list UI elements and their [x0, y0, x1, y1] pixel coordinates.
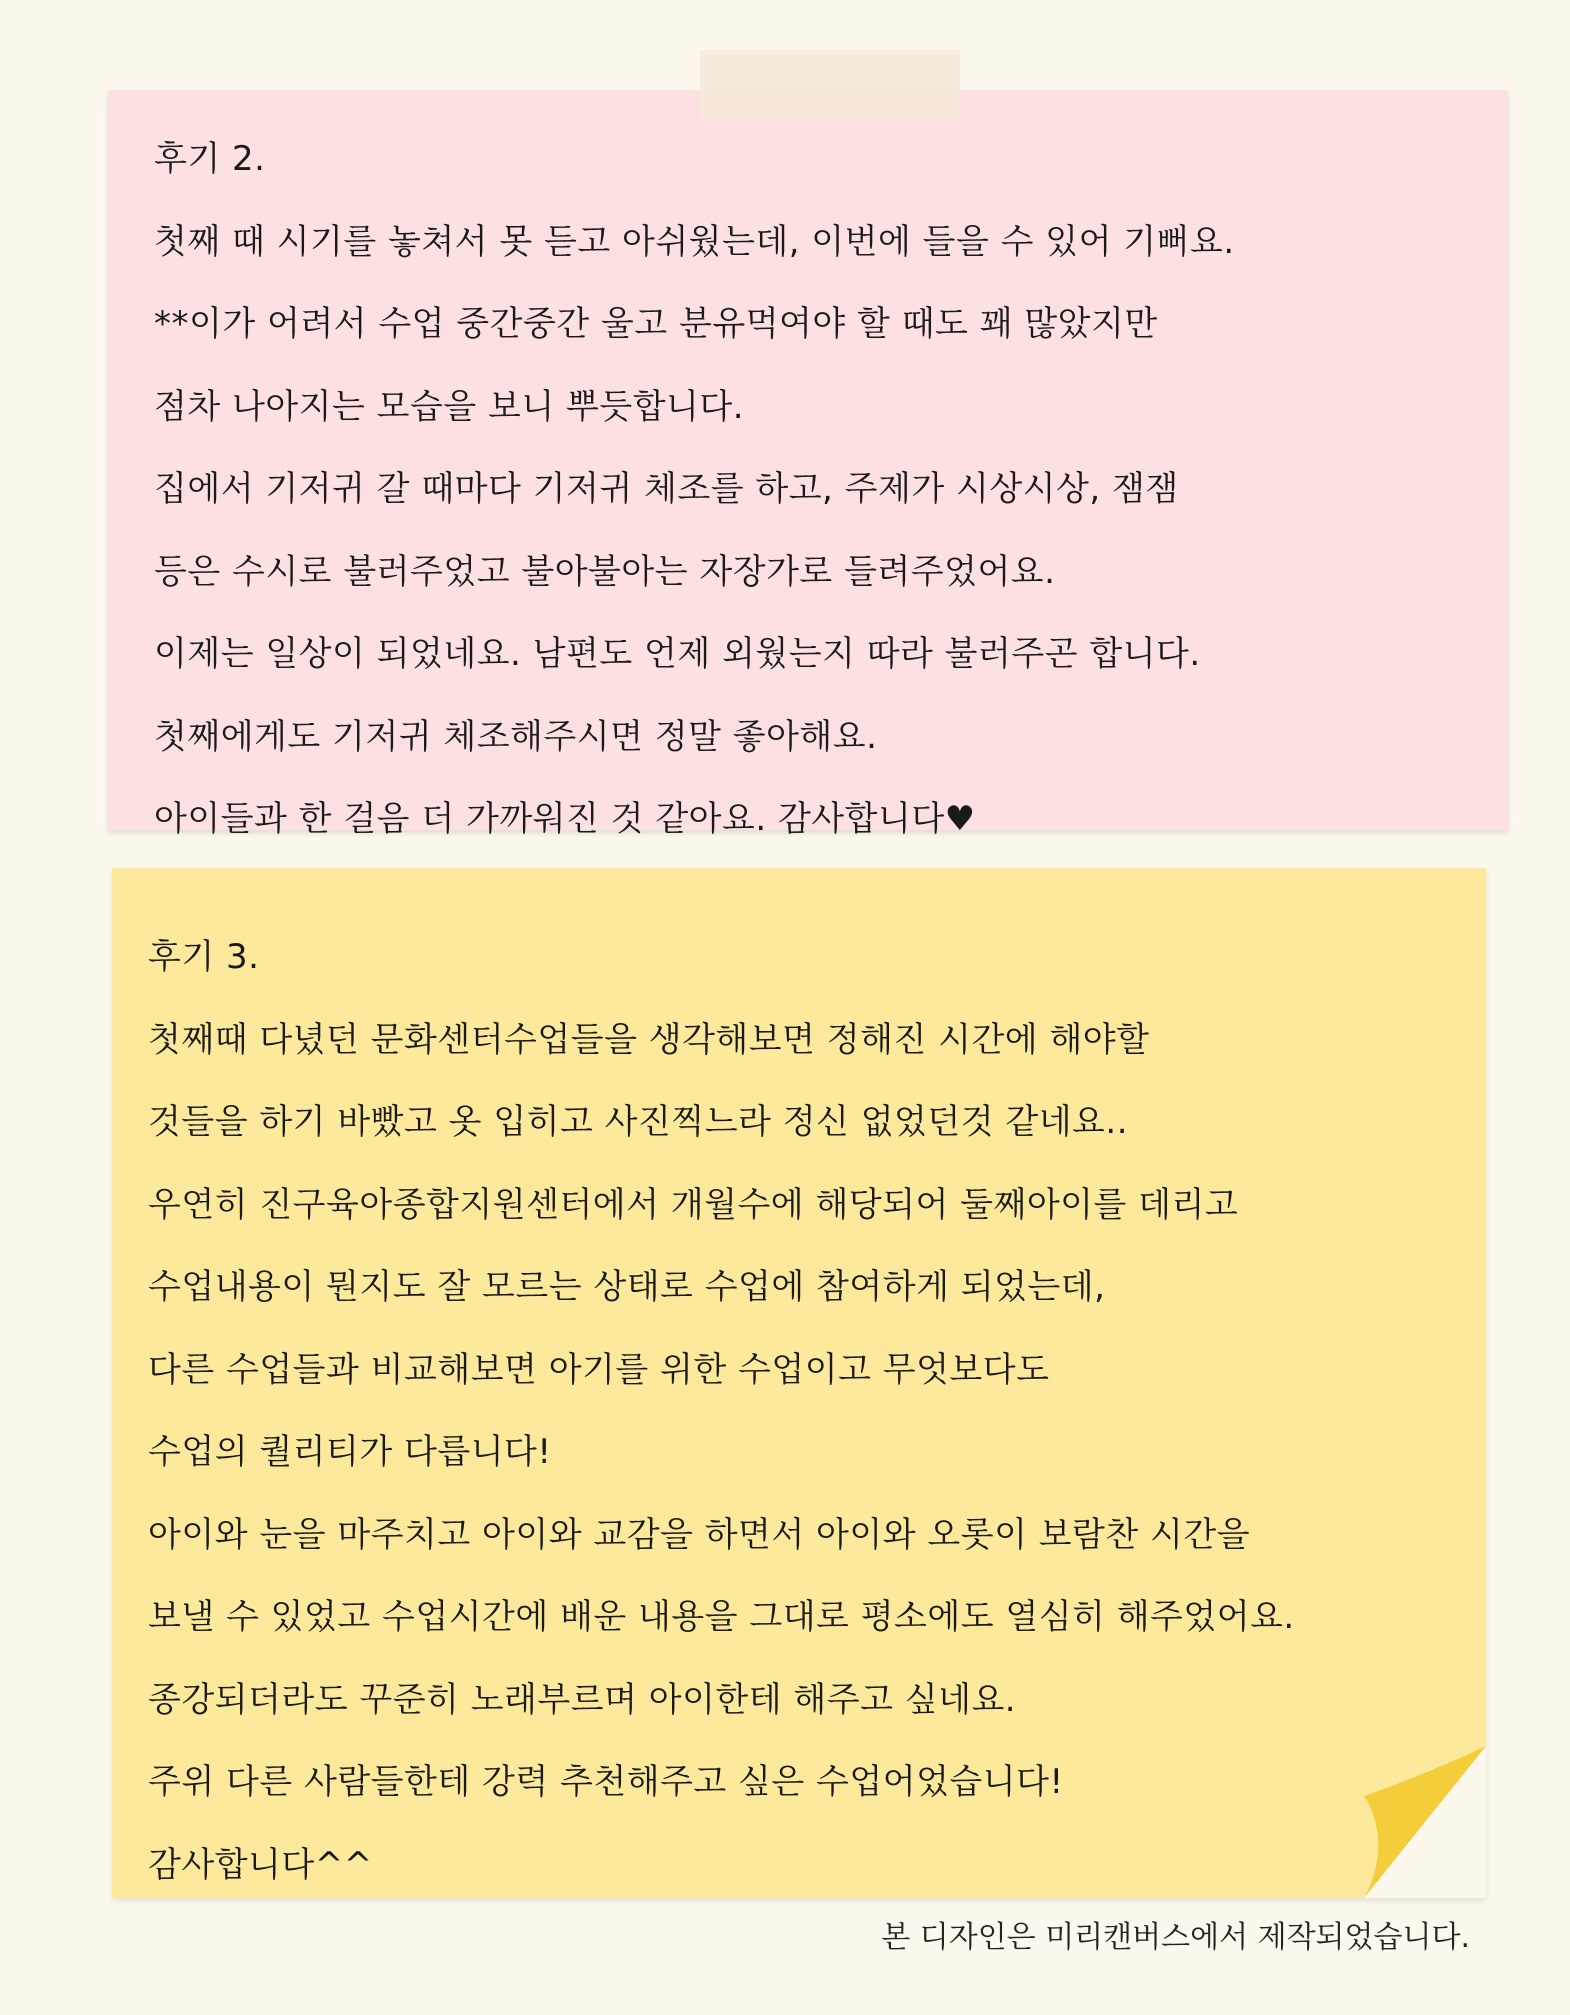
review-3-line: 것들을 하기 바빴고 옷 입히고 사진찍느라 정신 없었던것 같네요.. [148, 1102, 1129, 1142]
review-2-line: 이제는 일상이 되었네요. 남편도 언제 외웠는지 따라 불러주곤 합니다. [154, 634, 1201, 674]
masking-tape [700, 50, 960, 122]
design-credit: 본 디자인은 미리캔버스에서 제작되었습니다. [881, 1920, 1470, 1955]
page-curl-corner [1264, 1746, 1486, 1898]
review-3-line: 종강되더라도 꾸준히 노래부르며 아이한테 해주고 싶네요. [148, 1679, 1017, 1720]
review-3-line: 수업의 퀄리티가 다릅니다! [148, 1432, 552, 1472]
review-3-line: 주위 다른 사람들한테 강력 추천해주고 싶은 수업어었습니다! [148, 1762, 1064, 1802]
review-note-yellow [112, 868, 1486, 1898]
review-3-line: 수업내용이 뭔지도 잘 모르는 상태로 수업에 참여하게 되었는데, [148, 1267, 1106, 1307]
review-3-line: 보낼 수 있었고 수업시간에 배운 내용을 그대로 평소에도 열심히 해주었어요. [148, 1597, 1295, 1637]
review-2-line: 아이들과 한 걸음 더 가까워진 것 같아요. 감사합니다♥ [154, 799, 976, 839]
review-3-title: 후기 3. [148, 937, 260, 977]
review-2-line: 점차 나아지는 모습을 보니 뿌듯합니다. [154, 386, 745, 427]
review-2-line: 등은 수시로 불러주었고 불아불아는 자장가로 들려주었어요. [154, 551, 1056, 592]
review-note-pink [108, 90, 1508, 839]
review-3-line: 감사합니다^^ [148, 1844, 373, 1885]
review-3-line: 우연히 진구육아종합지원센터에서 개월수에 해당되어 둘째아이를 데리고 [148, 1184, 1239, 1225]
review-3-line: 아이와 눈을 마주치고 아이와 교감을 하면서 아이와 오롯이 보람찬 시간을 [148, 1514, 1251, 1555]
review-2-title: 후기 2. [154, 139, 266, 179]
review-2-line: 첫째에게도 기저귀 체조해주시면 정말 좋아해요. [154, 716, 878, 757]
review-2-line: 첫째 때 시기를 놓쳐서 못 듣고 아쉬웠는데, 이번에 들을 수 있어 기뻐요. [154, 221, 1235, 262]
review-2-line: **이가 어려서 수업 중간중간 울고 분유먹여야 할 때도 꽤 많았지만 [154, 304, 1158, 344]
review-3-line: 첫째때 다녔던 문화센터수업들을 생각해보면 정해진 시간에 해야할 [148, 1019, 1150, 1060]
review-3-line: 다른 수업들과 비교해보면 아기를 위한 수업이고 무엇보다도 [148, 1349, 1050, 1390]
review-2-line: 집에서 기저귀 갈 때마다 기저귀 체조를 하고, 주제가 시상시상, 잼잼 [154, 469, 1179, 509]
